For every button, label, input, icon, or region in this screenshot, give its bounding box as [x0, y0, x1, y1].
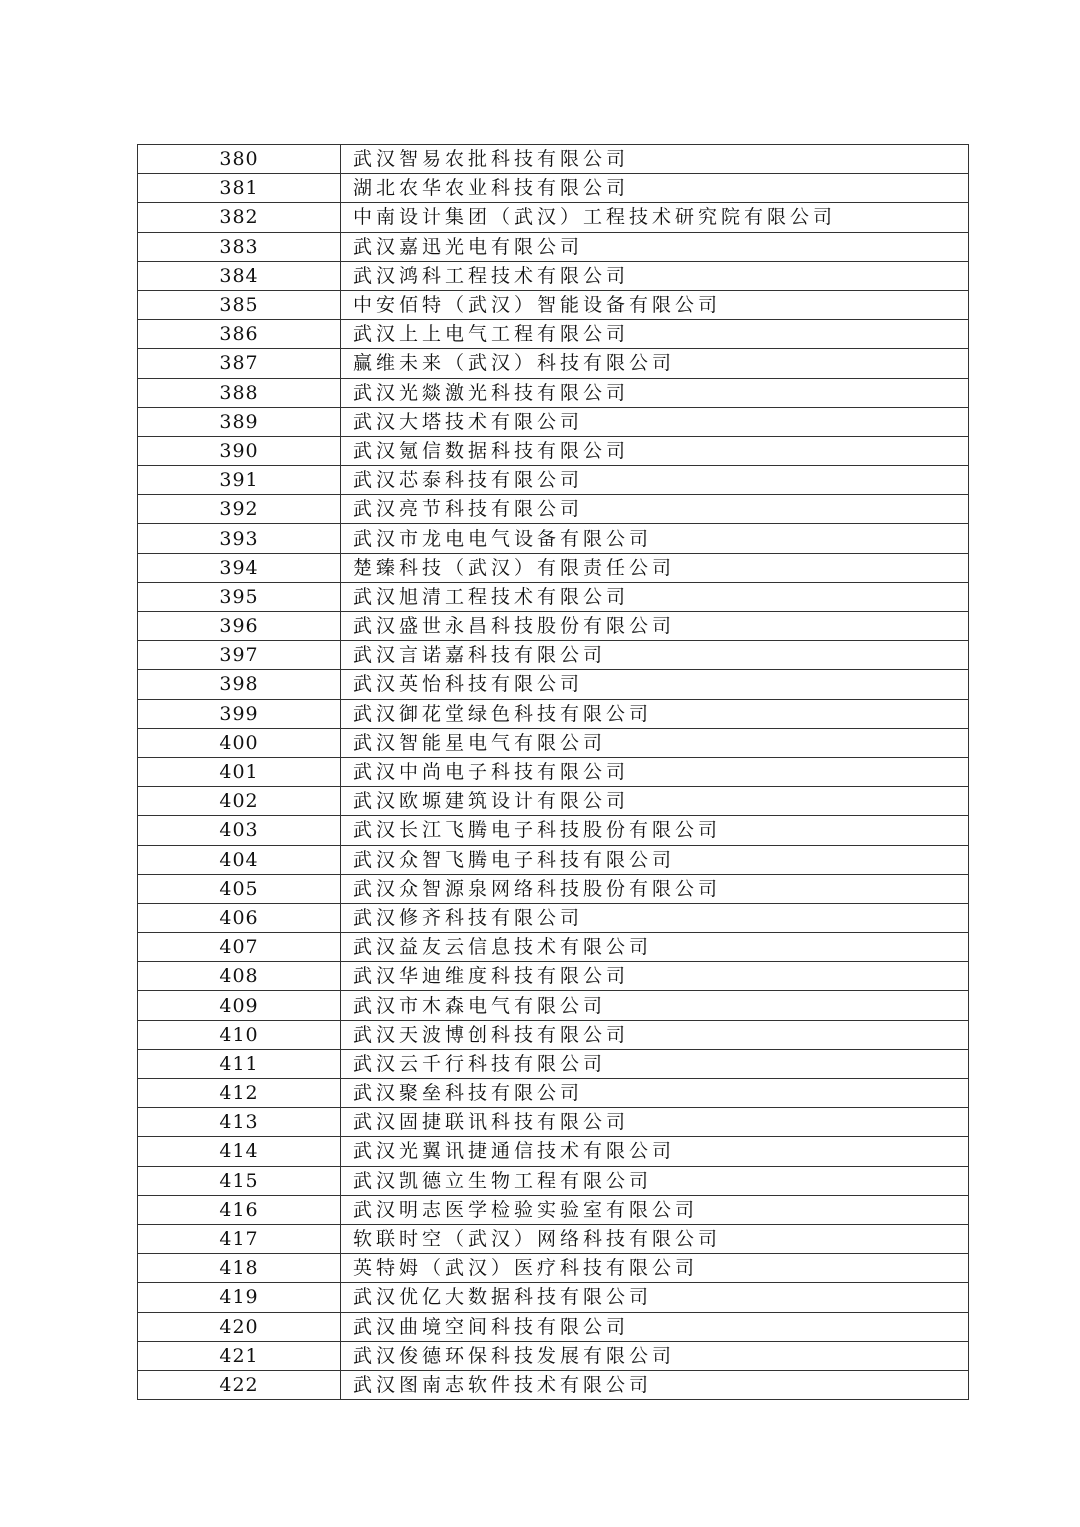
row-number: 416 — [138, 1195, 341, 1224]
row-number: 422 — [138, 1370, 341, 1399]
table-row — [138, 553, 969, 582]
table-row — [138, 582, 969, 611]
table-row — [138, 991, 969, 1020]
table-row — [138, 699, 969, 728]
company-name: 武汉长江飞腾电子科技股份有限公司 — [341, 816, 969, 845]
company-name: 武汉智易农批科技有限公司 — [341, 145, 969, 174]
company-name: 武汉益友云信息技术有限公司 — [341, 933, 969, 962]
company-name: 软联时空（武汉）网络科技有限公司 — [341, 1224, 969, 1253]
row-number: 383 — [138, 232, 341, 261]
table-row — [138, 407, 969, 436]
table-row — [138, 174, 969, 203]
table-row — [138, 670, 969, 699]
company-name: 武汉盛世永昌科技股份有限公司 — [341, 612, 969, 641]
row-number: 385 — [138, 290, 341, 319]
table-row — [138, 903, 969, 932]
table-row — [138, 641, 969, 670]
table-row — [138, 1137, 969, 1166]
company-name: 英特姆（武汉）医疗科技有限公司 — [341, 1254, 969, 1283]
row-number: 407 — [138, 933, 341, 962]
table-row — [138, 1283, 969, 1312]
table-row — [138, 845, 969, 874]
table-row — [138, 378, 969, 407]
row-number: 399 — [138, 699, 341, 728]
company-name: 武汉凯德立生物工程有限公司 — [341, 1166, 969, 1195]
table-row — [138, 1224, 969, 1253]
company-name: 湖北农华农业科技有限公司 — [341, 174, 969, 203]
row-number: 384 — [138, 261, 341, 290]
company-name: 武汉芯泰科技有限公司 — [341, 466, 969, 495]
row-number: 421 — [138, 1341, 341, 1370]
company-list-table — [137, 144, 969, 1400]
table-row — [138, 728, 969, 757]
company-name: 武汉英怡科技有限公司 — [341, 670, 969, 699]
row-number: 394 — [138, 553, 341, 582]
row-number: 382 — [138, 203, 341, 232]
company-name: 武汉修齐科技有限公司 — [341, 903, 969, 932]
row-number: 386 — [138, 320, 341, 349]
row-number: 417 — [138, 1224, 341, 1253]
table-row — [138, 524, 969, 553]
table-row — [138, 874, 969, 903]
table-row — [138, 612, 969, 641]
table-row — [138, 933, 969, 962]
table-row — [138, 816, 969, 845]
company-name: 武汉市龙电电气设备有限公司 — [341, 524, 969, 553]
company-name: 武汉嘉迅光电有限公司 — [341, 232, 969, 261]
table-row — [138, 349, 969, 378]
row-number: 412 — [138, 1079, 341, 1108]
table-row — [138, 1370, 969, 1399]
table-row — [138, 1020, 969, 1049]
row-number: 392 — [138, 495, 341, 524]
company-name: 武汉市木森电气有限公司 — [341, 991, 969, 1020]
table-row — [138, 1195, 969, 1224]
company-name: 武汉鸿科工程技术有限公司 — [341, 261, 969, 290]
company-list-body — [138, 145, 969, 1400]
company-name: 楚臻科技（武汉）有限责任公司 — [341, 553, 969, 582]
company-name: 武汉众智源泉网络科技股份有限公司 — [341, 874, 969, 903]
row-number: 419 — [138, 1283, 341, 1312]
company-name: 武汉旭清工程技术有限公司 — [341, 582, 969, 611]
company-name: 武汉曲境空间科技有限公司 — [341, 1312, 969, 1341]
table-row — [138, 1108, 969, 1137]
company-name: 武汉光翼讯捷通信技术有限公司 — [341, 1137, 969, 1166]
company-name: 武汉云千行科技有限公司 — [341, 1049, 969, 1078]
table-row — [138, 1166, 969, 1195]
company-name: 武汉众智飞腾电子科技有限公司 — [341, 845, 969, 874]
table-row — [138, 1049, 969, 1078]
table-row — [138, 436, 969, 465]
company-name: 武汉上上电气工程有限公司 — [341, 320, 969, 349]
table-row — [138, 261, 969, 290]
table-row — [138, 290, 969, 319]
company-name: 赢维未来（武汉）科技有限公司 — [341, 349, 969, 378]
company-name: 武汉固捷联讯科技有限公司 — [341, 1108, 969, 1137]
company-name: 武汉图南志软件技术有限公司 — [341, 1370, 969, 1399]
row-number: 390 — [138, 436, 341, 465]
company-name: 武汉天波博创科技有限公司 — [341, 1020, 969, 1049]
company-name: 武汉俊德环保科技发展有限公司 — [341, 1341, 969, 1370]
company-name: 武汉大塔技术有限公司 — [341, 407, 969, 436]
table-row — [138, 232, 969, 261]
row-number: 410 — [138, 1020, 341, 1049]
company-name: 中安佰特（武汉）智能设备有限公司 — [341, 290, 969, 319]
table-row — [138, 1341, 969, 1370]
row-number: 400 — [138, 728, 341, 757]
row-number: 406 — [138, 903, 341, 932]
row-number: 398 — [138, 670, 341, 699]
company-name: 武汉欧塬建筑设计有限公司 — [341, 787, 969, 816]
row-number: 409 — [138, 991, 341, 1020]
company-name: 武汉中尚电子科技有限公司 — [341, 757, 969, 786]
company-name: 武汉华迪维度科技有限公司 — [341, 962, 969, 991]
row-number: 393 — [138, 524, 341, 553]
row-number: 395 — [138, 582, 341, 611]
row-number: 397 — [138, 641, 341, 670]
row-number: 404 — [138, 845, 341, 874]
table-row — [138, 466, 969, 495]
company-name: 中南设计集团（武汉）工程技术研究院有限公司 — [341, 203, 969, 232]
table-row — [138, 495, 969, 524]
table-row — [138, 1312, 969, 1341]
row-number: 387 — [138, 349, 341, 378]
company-name: 武汉言诺嘉科技有限公司 — [341, 641, 969, 670]
row-number: 411 — [138, 1049, 341, 1078]
company-name: 武汉光燚激光科技有限公司 — [341, 378, 969, 407]
table-row — [138, 203, 969, 232]
row-number: 414 — [138, 1137, 341, 1166]
table-row — [138, 145, 969, 174]
company-name: 武汉明志医学检验实验室有限公司 — [341, 1195, 969, 1224]
table-row — [138, 1079, 969, 1108]
company-name: 武汉智能星电气有限公司 — [341, 728, 969, 757]
company-name: 武汉优亿大数据科技有限公司 — [341, 1283, 969, 1312]
company-name: 武汉亮节科技有限公司 — [341, 495, 969, 524]
row-number: 418 — [138, 1254, 341, 1283]
table-row — [138, 757, 969, 786]
row-number: 380 — [138, 145, 341, 174]
row-number: 389 — [138, 407, 341, 436]
row-number: 401 — [138, 757, 341, 786]
company-name: 武汉聚垒科技有限公司 — [341, 1079, 969, 1108]
company-name: 武汉氪信数据科技有限公司 — [341, 436, 969, 465]
row-number: 413 — [138, 1108, 341, 1137]
company-name: 武汉御花堂绿色科技有限公司 — [341, 699, 969, 728]
row-number: 420 — [138, 1312, 341, 1341]
row-number: 402 — [138, 787, 341, 816]
table-row — [138, 320, 969, 349]
table-row — [138, 962, 969, 991]
row-number: 388 — [138, 378, 341, 407]
table-row — [138, 787, 969, 816]
row-number: 391 — [138, 466, 341, 495]
row-number: 415 — [138, 1166, 341, 1195]
row-number: 396 — [138, 612, 341, 641]
row-number: 405 — [138, 874, 341, 903]
table-row — [138, 1254, 969, 1283]
row-number: 408 — [138, 962, 341, 991]
row-number: 381 — [138, 174, 341, 203]
row-number: 403 — [138, 816, 341, 845]
